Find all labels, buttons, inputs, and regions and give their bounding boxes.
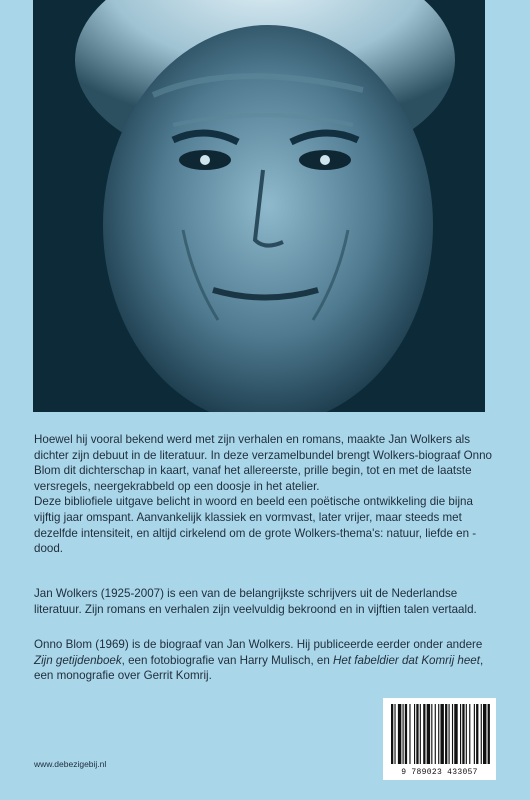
barcode-bar (409, 704, 410, 764)
barcode-bar (427, 704, 430, 764)
barcode-bar (449, 704, 450, 764)
barcode-bar (454, 704, 457, 764)
barcode-bar (414, 704, 415, 764)
editor-bio (34, 637, 496, 684)
blurb-paragraph-2: Deze bibliofiele uitgave belicht in woord en beeld een poëtische ontwikkeling die bijna vijftig jaar omspant. Aanvankelijk klassiek en vormvast, later vrijer, maar steeds met dezelfde intensiteit, en altijd cirkelend om de grote Wolkers-thema's: natuur, liefde en - dood. (34, 495, 477, 556)
isbn-number: 9 789023 433057 (401, 768, 478, 777)
portrait-illustration (33, 0, 485, 412)
barcode-bar (423, 704, 425, 764)
publisher-url: www.debezigebij.nl (34, 759, 107, 769)
editor-bio-text (34, 637, 496, 684)
barcode-bar (420, 704, 421, 764)
author-bio-text: Jan Wolkers (1925-2007) is een van de belangrijkste schrijvers uit de Nederlandse literatuur. Zijn romans en verhalen zijn veelvuldig bekroond en in vijftien talen vertaald. (34, 587, 477, 616)
barcode-bar (405, 704, 407, 764)
barcode-bar (445, 704, 447, 764)
barcode-bar (435, 704, 436, 764)
blurb-paragraph-1: Hoewel hij vooral bekend werd met zijn verhalen en romans, maakte Jan Wolkers als dichter zijn debuut in de literatuur. In deze verzamelbundel brengt Wolkers-biograaf Onno Blom dit dichterschap in kaart, vanaf het allereerste, prille begin, tot en met de laatste versregels, neergekrabbeld op een doosje in het atelier. (34, 433, 493, 493)
barcode-bars (383, 698, 496, 768)
barcode-bar (398, 704, 401, 764)
barcode-bar (481, 704, 482, 764)
barcode-bar (488, 704, 490, 764)
barcode-bar (431, 704, 432, 764)
isbn-barcode (383, 698, 496, 780)
barcode-bar (476, 704, 478, 764)
editor-bio-part3: , een monografie over Gerrit Komrij. (34, 653, 484, 683)
author-bio (34, 586, 496, 617)
barcode-bar (394, 704, 395, 764)
author-photo (33, 0, 485, 412)
blurb-text (34, 432, 496, 557)
barcode-bar (462, 704, 464, 764)
barcode-bar (391, 704, 393, 764)
barcode-bar (474, 704, 475, 764)
barcode-bar (483, 704, 486, 764)
barcode-bar (438, 704, 439, 764)
editor-bio-part2: , een fotobiografie van Harry Mulisch, en (121, 653, 334, 667)
barcode-bar (452, 704, 453, 764)
book-title-getijdenboek: Zijn getijdenboek (34, 653, 122, 667)
barcode-bar (440, 704, 443, 764)
book-title-fabeldier: Het fabeldier dat Komrij heet (333, 653, 480, 667)
barcode-bar (469, 704, 470, 764)
barcode-bar (416, 704, 418, 764)
editor-bio-part1: Onno Blom (1969) is de biograaf van Jan Wolkers. Hij publiceerde eerder onder andere (34, 638, 483, 651)
barcode-bar (460, 704, 461, 764)
barcode-bar (403, 704, 404, 764)
barcode-bar (466, 704, 467, 764)
